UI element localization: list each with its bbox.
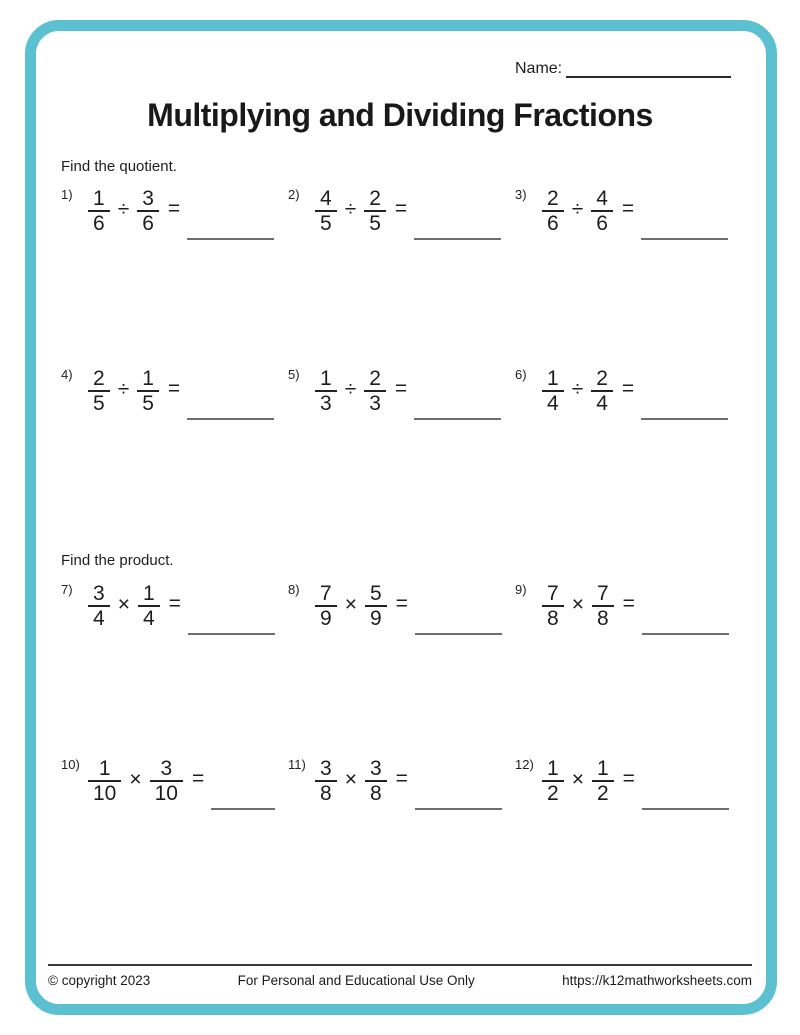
equals-sign: = xyxy=(622,767,635,790)
denominator: 8 xyxy=(369,782,382,805)
fraction-first xyxy=(542,759,564,803)
problems-row-2 xyxy=(61,366,761,420)
divide-operator: ÷ xyxy=(571,198,584,221)
numerator: 3 xyxy=(365,759,387,782)
numerator: 1 xyxy=(138,584,160,607)
numerator: 4 xyxy=(315,189,337,212)
denominator: 6 xyxy=(93,212,105,235)
fraction-second xyxy=(591,189,613,233)
answer-blank[interactable] xyxy=(414,186,501,240)
denominator: 8 xyxy=(596,607,609,630)
numerator: 1 xyxy=(137,369,159,392)
answer-blank[interactable] xyxy=(187,186,274,240)
fraction-second xyxy=(592,759,614,803)
denominator: 3 xyxy=(369,392,381,415)
numerator: 2 xyxy=(542,189,564,212)
equals-sign: = xyxy=(394,377,408,400)
numerator: 2 xyxy=(88,369,110,392)
denominator: 4 xyxy=(142,607,155,630)
fraction-first xyxy=(315,584,337,628)
problem-6 xyxy=(515,366,742,420)
problem-11 xyxy=(288,756,515,810)
numerator: 3 xyxy=(150,759,183,782)
equals-sign: = xyxy=(191,767,205,790)
answer-blank[interactable] xyxy=(211,756,275,810)
problems-row-3 xyxy=(61,581,761,635)
problem-number: 9) xyxy=(515,582,527,597)
denominator: 4 xyxy=(93,607,105,630)
problem-8 xyxy=(288,581,515,635)
equals-sign: = xyxy=(167,197,181,220)
problem-number: 5) xyxy=(288,367,300,382)
numerator: 1 xyxy=(315,369,337,392)
fraction-first xyxy=(88,369,110,413)
fraction-first xyxy=(88,189,110,233)
denominator: 10 xyxy=(154,782,178,805)
problem-number: 1) xyxy=(61,187,73,202)
equals-sign: = xyxy=(167,377,181,400)
fraction-first xyxy=(315,189,337,233)
denominator: 10 xyxy=(93,782,117,805)
equals-sign: = xyxy=(622,592,635,615)
problem-number: 2) xyxy=(288,187,300,202)
fraction-second xyxy=(365,759,387,803)
divide-operator: ÷ xyxy=(344,198,357,221)
problem-12 xyxy=(515,756,742,810)
problems-row-1 xyxy=(61,186,761,240)
numerator: 5 xyxy=(365,584,387,607)
multiply-operator: × xyxy=(344,768,357,791)
problem-number: 3) xyxy=(515,187,527,202)
denominator: 6 xyxy=(142,212,154,235)
equals-sign: = xyxy=(395,592,408,615)
answer-blank[interactable] xyxy=(641,366,728,420)
equals-sign: = xyxy=(395,767,408,790)
numerator: 1 xyxy=(542,369,564,392)
fraction-second xyxy=(592,584,614,628)
equals-sign: = xyxy=(621,377,635,400)
equals-sign: = xyxy=(394,197,408,220)
divide-operator: ÷ xyxy=(117,378,130,401)
footer-copyright: © copyright 2023 xyxy=(48,973,151,988)
denominator: 5 xyxy=(369,212,381,235)
problem-number: 7) xyxy=(61,582,73,597)
divide-operator: ÷ xyxy=(344,378,357,401)
fraction-first xyxy=(315,369,337,413)
fraction-second xyxy=(137,369,159,413)
denominator: 6 xyxy=(596,212,608,235)
denominator: 2 xyxy=(596,782,609,805)
denominator: 5 xyxy=(142,392,154,415)
numerator: 4 xyxy=(591,189,613,212)
denominator: 2 xyxy=(547,782,559,805)
name-label: Name: xyxy=(515,60,563,77)
denominator: 9 xyxy=(320,607,332,630)
problem-4 xyxy=(61,366,288,420)
answer-blank[interactable] xyxy=(642,581,729,635)
numerator: 1 xyxy=(88,189,110,212)
denominator: 5 xyxy=(93,392,105,415)
problem-1 xyxy=(61,186,288,240)
numerator: 3 xyxy=(88,584,110,607)
numerator: 2 xyxy=(364,369,386,392)
numerator: 1 xyxy=(542,759,564,782)
fraction-first xyxy=(542,369,564,413)
instruction-quotient: Find the quotient. xyxy=(61,158,177,175)
problem-number: 8) xyxy=(288,582,300,597)
problems-row-4 xyxy=(61,756,761,810)
page-footer xyxy=(48,964,752,988)
answer-blank[interactable] xyxy=(414,366,501,420)
problem-9 xyxy=(515,581,742,635)
denominator: 4 xyxy=(547,392,559,415)
answer-blank[interactable] xyxy=(415,756,502,810)
fraction-second xyxy=(150,759,183,803)
fraction-second xyxy=(137,189,159,233)
numerator: 1 xyxy=(88,759,121,782)
multiply-operator: × xyxy=(571,768,584,791)
denominator: 5 xyxy=(320,212,332,235)
answer-blank[interactable] xyxy=(641,186,728,240)
fraction-second xyxy=(591,369,613,413)
name-field-row xyxy=(515,58,731,78)
footer-url[interactable]: https://k12mathworksheets.com xyxy=(562,973,752,988)
fraction-second xyxy=(364,189,386,233)
problem-3 xyxy=(515,186,742,240)
numerator: 7 xyxy=(542,584,564,607)
fraction-first xyxy=(88,759,121,803)
answer-blank[interactable] xyxy=(415,581,502,635)
denominator: 6 xyxy=(547,212,559,235)
divide-operator: ÷ xyxy=(117,198,130,221)
numerator: 1 xyxy=(592,759,614,782)
answer-blank[interactable] xyxy=(642,756,729,810)
instruction-product: Find the product. xyxy=(61,552,174,569)
denominator: 3 xyxy=(320,392,332,415)
footer-usage-text: For Personal and Educational Use Only xyxy=(237,973,475,988)
equals-sign: = xyxy=(168,592,181,615)
multiply-operator: × xyxy=(129,768,142,791)
divide-operator: ÷ xyxy=(571,378,584,401)
numerator: 2 xyxy=(591,369,613,392)
problem-number: 4) xyxy=(61,367,73,382)
answer-blank[interactable] xyxy=(187,366,274,420)
problem-2 xyxy=(288,186,515,240)
fraction-first xyxy=(315,759,337,803)
numerator: 7 xyxy=(315,584,337,607)
problem-10 xyxy=(61,756,288,810)
multiply-operator: × xyxy=(344,593,357,616)
fraction-second xyxy=(138,584,160,628)
numerator: 2 xyxy=(364,189,386,212)
denominator: 8 xyxy=(547,607,559,630)
fraction-second xyxy=(364,369,386,413)
denominator: 9 xyxy=(369,607,382,630)
problem-number: 12) xyxy=(515,757,534,772)
denominator: 8 xyxy=(320,782,332,805)
denominator: 4 xyxy=(596,392,608,415)
fraction-first xyxy=(542,584,564,628)
numerator: 7 xyxy=(592,584,614,607)
multiply-operator: × xyxy=(571,593,584,616)
equals-sign: = xyxy=(621,197,635,220)
name-blank-line[interactable] xyxy=(566,58,731,78)
multiply-operator: × xyxy=(117,593,130,616)
fraction-first xyxy=(542,189,564,233)
numerator: 3 xyxy=(315,759,337,782)
page-title: Multiplying and Dividing Fractions xyxy=(147,97,653,133)
problem-number: 6) xyxy=(515,367,527,382)
problem-5 xyxy=(288,366,515,420)
answer-blank[interactable] xyxy=(188,581,275,635)
problem-number: 10) xyxy=(61,757,80,772)
fraction-first xyxy=(88,584,110,628)
fraction-second xyxy=(365,584,387,628)
problem-7 xyxy=(61,581,288,635)
numerator: 3 xyxy=(137,189,159,212)
problem-number: 11) xyxy=(288,757,306,772)
